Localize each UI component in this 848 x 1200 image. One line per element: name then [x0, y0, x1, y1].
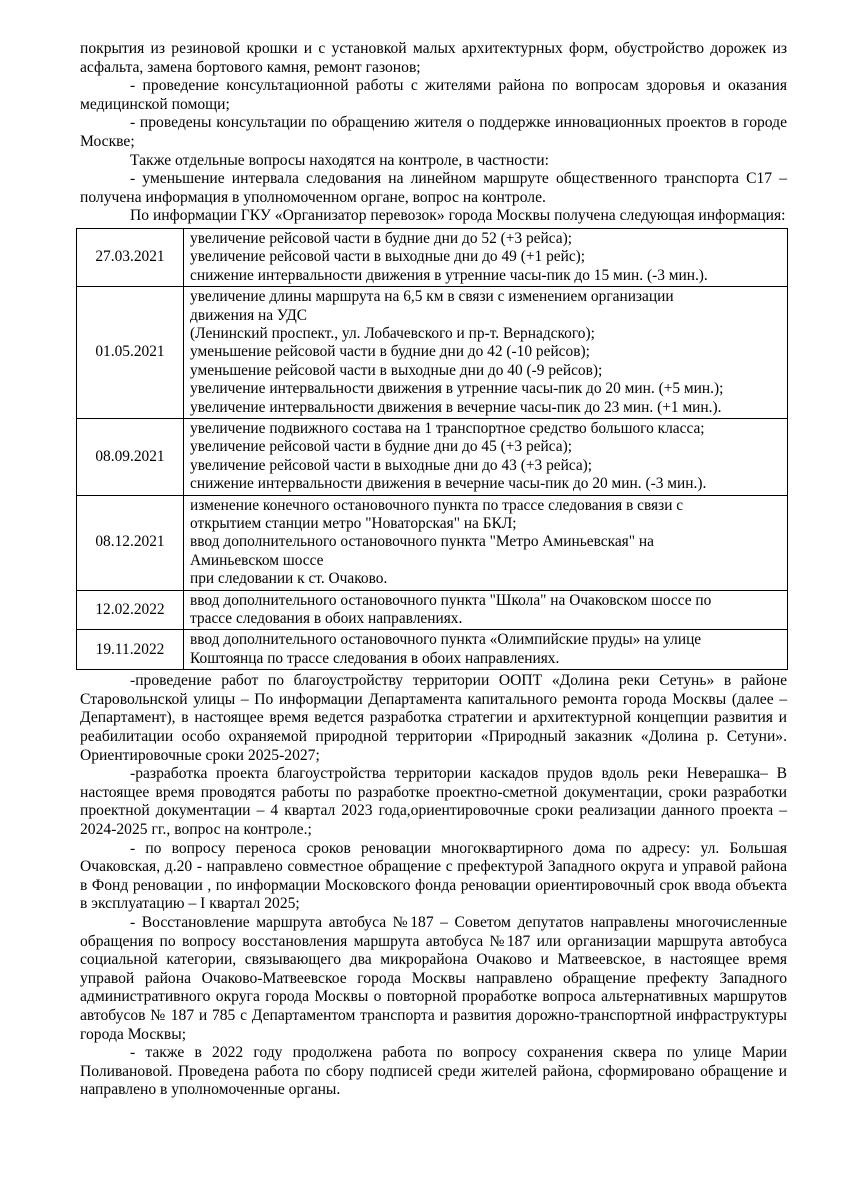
- change-line: снижение интервальности движения в вечерние часы-пик до 20 мин. (-3 мин.).: [190, 475, 707, 493]
- paragraph-control-intro: Также отдельные вопросы находятся на контроле, в частности:: [130, 151, 549, 169]
- table-row: [77, 495, 788, 590]
- paragraph-route-c17: - уменьшение интервала следования на линейном маршруте общественного транспорта С17 – получена информация в уполномоченном органе, вопрос на контроле.: [80, 170, 787, 206]
- change-line: ввод дополнительного остановочного пункта «Олимпийские пруды» на улице: [190, 631, 702, 649]
- change-line: увеличение рейсовой части в будние дни до 45 (+3 рейса);: [190, 438, 572, 456]
- table-row: [77, 630, 788, 670]
- row-changes: [184, 419, 788, 496]
- row-date: 19.11.2022: [77, 630, 184, 670]
- table-row: [77, 228, 788, 286]
- route-changes-table: [76, 228, 788, 670]
- change-line: ввод дополнительного остановочного пункта "Метро Аминьевская" на: [190, 533, 654, 551]
- change-line: Коштоянца по трассе следования в обоих направлениях.: [190, 649, 560, 667]
- document-page: [80, 40, 787, 1100]
- change-line: увеличение интервальности движения в вечерние часы-пик до 23 мин. (+1 мин.).: [190, 398, 722, 416]
- row-changes: [184, 590, 788, 630]
- row-date: 27.03.2021: [77, 228, 184, 286]
- row-date: 08.12.2021: [77, 495, 184, 590]
- change-line: увеличение длины маршрута на 6,5 км в связи с изменением организации: [190, 288, 674, 306]
- change-line: ввод дополнительного остановочного пункта "Школа" на Очаковском шоссе по: [190, 591, 712, 609]
- table-row: [77, 287, 788, 419]
- change-line: увеличение рейсовой части в выходные дни до 49 (+1 рейс);: [190, 248, 586, 266]
- table-row: [77, 419, 788, 496]
- change-line: увеличение подвижного состава на 1 транспортное средство большого класса;: [190, 420, 705, 437]
- change-line: (Ленинский проспект., ул. Лобачевского и пр-т. Вернадского);: [190, 324, 595, 342]
- change-line: уменьшение рейсовой части в будние дни до 42 (-10 рейсов);: [190, 343, 590, 361]
- row-date: 12.02.2022: [77, 590, 184, 630]
- paragraph-innovation-consultations: - проведены консультации по обращению жителя о поддержке инновационных проектов в городе Москве;: [80, 114, 787, 150]
- row-changes: [184, 495, 788, 590]
- change-line: увеличение интервальности движения в утренние часы-пик до 20 мин. (+5 мин.);: [190, 380, 724, 398]
- paragraph-neverashka-ponds: -разработка проекта благоустройства территории каскадов прудов вдоль реки Неверашка– В настоящее время проводятся работы по разработке проектно-сметной документации, сроки разработки проектной документации – 4 квартал 2023 года,ориентировочные сроки реализации данного проекта – 2024-2025 гг., вопрос на контроле.;: [80, 765, 787, 839]
- paragraph-transport-info-intro: По информации ГКУ «Организатор перевозок» города Москвы получена следующая информация:: [130, 207, 786, 225]
- paragraph-setun-valley: -проведение работ по благоустройству территории ООПТ «Долина реки Сетунь» в районе Старовольнской улицы – По информации Департамента капитального ремонта города Москвы (далее – Департамент), в настоящее время ведется разработка стратегии и архитектурной концепции развития и реабилитации особо охраняемой природной территории «Природный заказник «Долина р. Сетуни». Ориентировочные сроки 2025-2027;: [80, 672, 787, 764]
- change-line: движения на УДС: [190, 306, 308, 324]
- row-changes: [184, 630, 788, 670]
- change-line: Аминьевском шоссе: [190, 551, 324, 569]
- row-date: 08.09.2021: [77, 419, 184, 496]
- row-changes: [184, 228, 788, 286]
- change-line: увеличение рейсовой части в будние дни до 52 (+3 рейса);: [190, 229, 572, 247]
- change-line: увеличение рейсовой части в выходные дни до 43 (+3 рейса);: [190, 456, 593, 474]
- paragraph-polivanova-square: - также в 2022 году продолжена работа по вопросу сохранения сквера по улице Марии Поливановой. Проведена работа по сбору подписей среди жителей района, сформировано обращение и направлено в уполномоченные органы.: [80, 1044, 787, 1099]
- table-row: [77, 590, 788, 630]
- change-line: изменение конечного остановочного пункта по трассе следования в связи с: [190, 496, 684, 514]
- paragraph-health-consultations: - проведение консультационной работы с жителями района по вопросам здоровья и оказания медицинской помощи;: [80, 77, 787, 113]
- change-line: при следовании к ст. Очаково.: [190, 570, 388, 588]
- paragraph-bus-187: - Восстановление маршрута автобуса №187 – Советом депутатов направлены многочисленные обращения по вопросу восстановления маршрута автобуса №187 или организации маршрута автобуса социальной категории, связывающего два микрорайона Очаково и Матвеевское, в настоящее время управой района Очаково-Матвеевское города Москвы направлено обращение префекту Западного административного округа города Москвы о повторной проработке вопроса альтернативных маршрутов автобусов № 187 и 785 с Департаментом транспорта и развития дорожно-транспортной инфраструктуры города Москвы;: [80, 914, 787, 1043]
- change-line: трассе следования в обоих направлениях.: [190, 610, 463, 628]
- paragraph-improvement-tail: покрытия из резиновой крошки и с установкой малых архитектурных форм, обустройство дорожек из асфальта, замена бортового камня, ремонт газонов;: [80, 40, 787, 76]
- change-line: уменьшение рейсовой части в выходные дни до 40 (-9 рейсов);: [190, 361, 603, 379]
- row-changes: [184, 287, 788, 419]
- change-line: снижение интервальности движения в утренние часы-пик до 15 мин. (-3 мин.).: [190, 266, 708, 284]
- change-line: открытием станции метро "Новаторская" на БКЛ;: [190, 515, 517, 533]
- row-date: 01.05.2021: [77, 287, 184, 419]
- paragraph-renovation: - по вопросу переноса сроков реновации многоквартирного дома по адресу: ул. Большая Очаковская, д.20 - направлено совместное обращение с префектурой Западного округа и управой района в Фонд реновации , по информации Московского фонда реновации ориентировочный срок ввода объекта в эксплуатацию – I квартал 2025;: [80, 839, 787, 913]
